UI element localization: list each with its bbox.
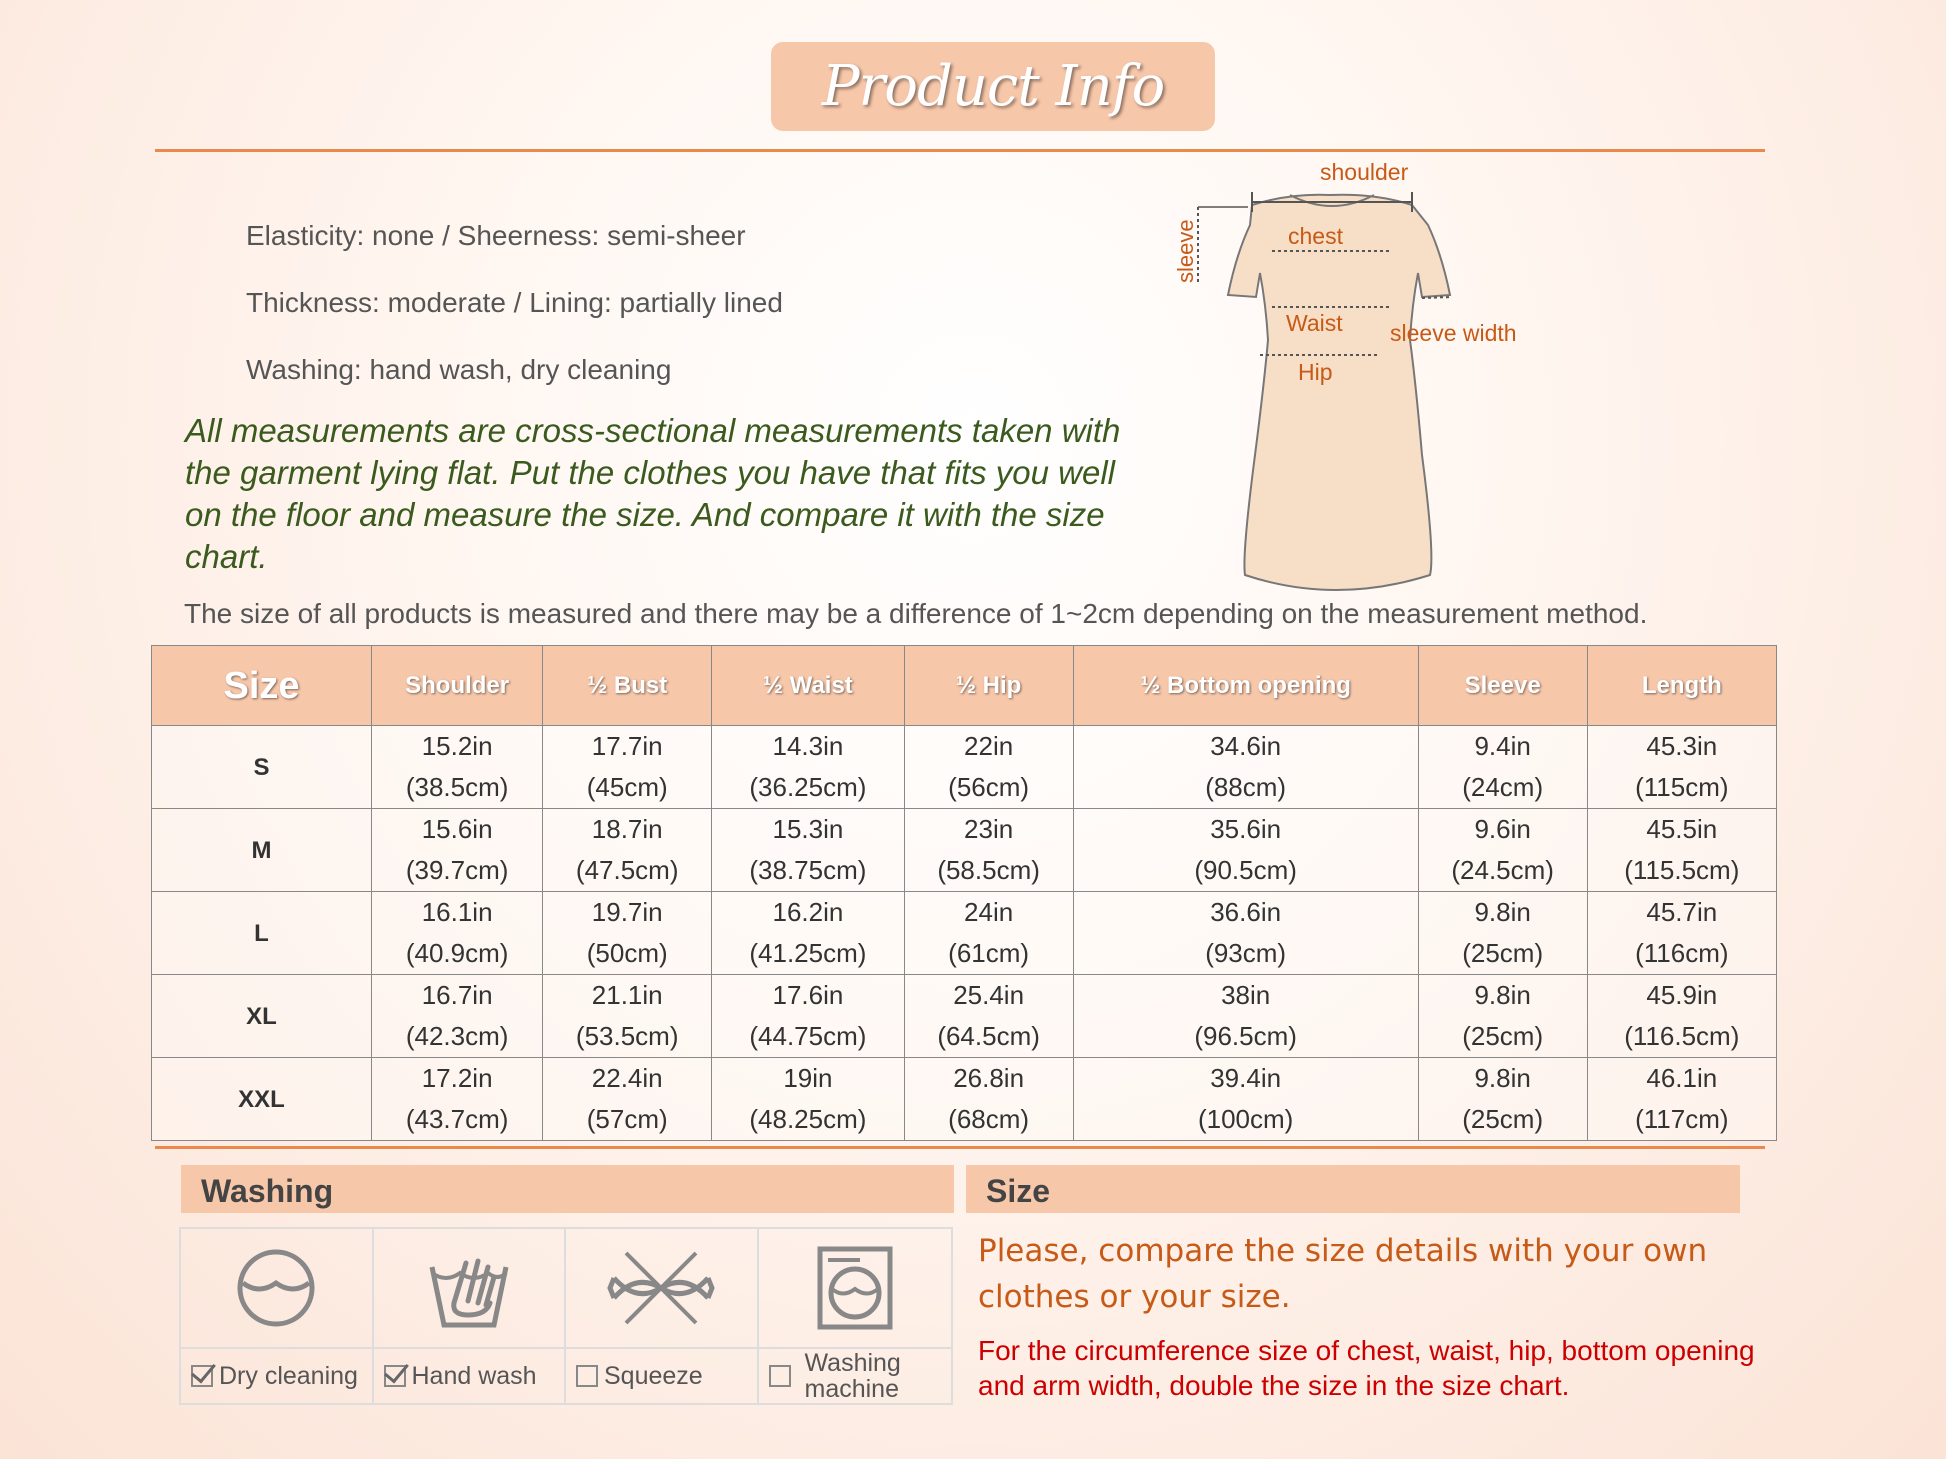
cell-inches: 45.5in <box>1646 814 1718 844</box>
cell-centimeters: (25cm) <box>1462 1104 1544 1134</box>
cell-inches: 22.4in <box>591 1063 663 1093</box>
cell-inches: 22in <box>964 731 1014 761</box>
no-wring-icon <box>606 1243 716 1333</box>
table-cell <box>543 809 712 892</box>
table-cell <box>543 975 712 1058</box>
table-row <box>152 726 1777 809</box>
header-length: Length <box>1587 646 1776 726</box>
size-compare-text: Please, compare the size details with your own clothes or your size. <box>978 1233 1708 1315</box>
cell-centimeters: (40.9cm) <box>405 938 509 968</box>
washing-machine-checkbox[interactable] <box>769 1365 791 1387</box>
table-cell <box>372 809 543 892</box>
cell-inches: 25.4in <box>953 980 1025 1010</box>
cell-inches: 35.6in <box>1210 814 1282 844</box>
cell-inches: 15.2in <box>421 731 493 761</box>
hand-wash-icon <box>424 1243 514 1333</box>
table-cell <box>712 892 905 975</box>
table-row <box>152 809 1777 892</box>
table-cell <box>1587 809 1776 892</box>
washing-item-washing-machine <box>759 1229 952 1403</box>
cell-centimeters: (47.5cm) <box>575 855 679 885</box>
cell-centimeters: (68cm) <box>948 1104 1030 1134</box>
table-cell <box>372 1058 543 1141</box>
table-cell <box>712 1058 905 1141</box>
cell-inches: 17.7in <box>591 731 663 761</box>
bottom-divider <box>155 1146 1765 1149</box>
diagram-label-waist: Waist <box>1286 310 1343 336</box>
measurement-note: All measurements are cross-sectional measurements taken with the garment lying flat. Put the clothes you have that fits you well on the floor and measure the size. And compare it with the size chart. <box>185 412 1121 575</box>
cell-centimeters: (88cm) <box>1205 772 1287 802</box>
dry-cleaning-icon <box>231 1243 321 1333</box>
cell-inches: 34.6in <box>1210 731 1282 761</box>
table-row <box>152 892 1777 975</box>
table-cell <box>904 892 1073 975</box>
table-cell <box>372 892 543 975</box>
diagram-label-shoulder: shoulder <box>1320 159 1409 185</box>
cell-inches: 19in <box>783 1063 833 1093</box>
cell-inches: 45.7in <box>1646 897 1718 927</box>
cell-centimeters: (42.3cm) <box>405 1021 509 1051</box>
diagram-label-sleeve: sleeve <box>1173 219 1198 283</box>
cell-centimeters: (64.5cm) <box>937 1021 1040 1051</box>
table-cell <box>543 1058 712 1141</box>
cell-inches: 45.9in <box>1646 980 1718 1010</box>
cell-centimeters: (116.5cm) <box>1624 1021 1740 1051</box>
title-banner <box>771 42 1215 131</box>
cell-centimeters: (53.5cm) <box>575 1021 679 1051</box>
cell-centimeters: (41.25cm) <box>749 938 867 968</box>
cell-inches: 36.6in <box>1210 897 1282 927</box>
header-sleeve: Sleeve <box>1418 646 1587 726</box>
header-hip: ½ Hip <box>904 646 1073 726</box>
header-bottom-opening: ½ Bottom opening <box>1073 646 1418 726</box>
table-cell <box>543 892 712 975</box>
cell-centimeters: (38.75cm) <box>749 855 867 885</box>
cell-inches: 15.3in <box>772 814 844 844</box>
table-cell <box>712 726 905 809</box>
table-cell <box>1418 726 1587 809</box>
cell-centimeters: (44.75cm) <box>749 1021 867 1051</box>
table-row <box>152 975 1777 1058</box>
cell-inches: 9.8in <box>1474 897 1531 927</box>
cell-inches: 24in <box>964 897 1014 927</box>
cell-inches: 9.6in <box>1474 814 1531 844</box>
squeeze-checkbox[interactable] <box>576 1365 598 1387</box>
table-cell <box>1073 1058 1418 1141</box>
diagram-label-chest: chest <box>1288 223 1343 249</box>
washing-heading: Washing <box>181 1165 954 1213</box>
header-size: Size <box>152 646 372 726</box>
hand-wash-checkbox[interactable] <box>384 1365 406 1387</box>
cell-inches: 16.1in <box>421 897 493 927</box>
cell-centimeters: (61cm) <box>948 938 1030 968</box>
row-size-label: XXL <box>152 1058 372 1141</box>
cell-centimeters: (56cm) <box>948 772 1030 802</box>
cell-inches: 38in <box>1221 980 1271 1010</box>
cell-inches: 9.8in <box>1474 1063 1531 1093</box>
cell-centimeters: (100cm) <box>1197 1104 1294 1134</box>
washing-grid <box>179 1227 953 1405</box>
header-shoulder: Shoulder <box>372 646 543 726</box>
cell-centimeters: (39.7cm) <box>405 855 509 885</box>
cell-inches: 19.7in <box>591 897 663 927</box>
header-bust: ½ Bust <box>543 646 712 726</box>
cell-centimeters: (24cm) <box>1462 772 1544 802</box>
table-cell <box>1073 809 1418 892</box>
table-cell <box>904 726 1073 809</box>
cell-centimeters: (25cm) <box>1462 1021 1544 1051</box>
cell-centimeters: (115.5cm) <box>1624 855 1740 885</box>
table-cell <box>1418 975 1587 1058</box>
header-waist: ½ Waist <box>712 646 905 726</box>
hand-wash-label: Hand wash <box>411 1361 537 1390</box>
cell-centimeters: (50cm) <box>586 938 668 968</box>
cell-centimeters: (116cm) <box>1635 938 1729 968</box>
size-table <box>151 645 1777 1141</box>
dry-cleaning-checkbox[interactable] <box>191 1365 213 1387</box>
cell-centimeters: (57cm) <box>586 1104 668 1134</box>
cell-centimeters: (48.25cm) <box>749 1104 867 1134</box>
cell-centimeters: (24.5cm) <box>1451 855 1554 885</box>
table-row <box>152 1058 1777 1141</box>
row-size-label: XL <box>152 975 372 1058</box>
washing-machine-icon <box>810 1243 900 1333</box>
cell-inches: 23in <box>964 814 1014 844</box>
table-cell <box>1587 726 1776 809</box>
property-thickness: Thickness: moderate / Lining: partially lined <box>246 287 783 318</box>
property-washing: Washing: hand wash, dry cleaning <box>246 354 672 385</box>
table-cell <box>1418 809 1587 892</box>
table-cell <box>904 975 1073 1058</box>
size-heading: Size <box>966 1165 1740 1213</box>
cell-centimeters: (93cm) <box>1205 938 1287 968</box>
top-divider <box>155 149 1765 152</box>
table-cell <box>1587 1058 1776 1141</box>
cell-inches: 15.6in <box>421 814 493 844</box>
cell-inches: 21.1in <box>591 980 663 1010</box>
table-cell <box>1418 892 1587 975</box>
cell-centimeters: (45cm) <box>586 772 668 802</box>
row-size-label: M <box>152 809 372 892</box>
table-cell <box>1587 975 1776 1058</box>
cell-inches: 26.8in <box>953 1063 1025 1093</box>
property-elasticity: Elasticity: none / Sheerness: semi-sheer <box>246 220 746 251</box>
table-cell <box>712 975 905 1058</box>
cell-centimeters: (38.5cm) <box>405 772 509 802</box>
washing-item-dry-cleaning <box>181 1229 374 1403</box>
table-cell <box>1073 892 1418 975</box>
circumference-text: For the circumference size of chest, waist, hip, bottom opening and arm width, double the size in the size chart. <box>978 1335 1755 1401</box>
cell-centimeters: (25cm) <box>1462 938 1544 968</box>
cell-inches: 16.2in <box>772 897 844 927</box>
cell-inches: 46.1in <box>1646 1063 1718 1093</box>
cell-centimeters: (117cm) <box>1635 1104 1729 1134</box>
cell-inches: 45.3in <box>1646 731 1718 761</box>
washing-machine-label: Washing machine <box>804 1349 901 1403</box>
cell-centimeters: (43.7cm) <box>405 1104 509 1134</box>
cell-inches: 17.2in <box>421 1063 493 1093</box>
table-cell <box>1418 1058 1587 1141</box>
cell-inches: 18.7in <box>591 814 663 844</box>
table-cell <box>543 726 712 809</box>
table-cell <box>372 726 543 809</box>
table-cell <box>712 809 905 892</box>
table-cell <box>1073 975 1418 1058</box>
cell-centimeters: (58.5cm) <box>937 855 1040 885</box>
table-cell <box>904 809 1073 892</box>
cell-inches: 17.6in <box>772 980 844 1010</box>
diagram-label-hip: Hip <box>1298 359 1333 385</box>
diagram-label-sleeve-width: sleeve width <box>1390 320 1517 346</box>
washing-item-hand-wash <box>374 1229 567 1403</box>
table-cell <box>904 1058 1073 1141</box>
table-cell <box>372 975 543 1058</box>
washing-item-squeeze <box>566 1229 759 1403</box>
dry-cleaning-label: Dry cleaning <box>219 1361 358 1390</box>
cell-centimeters: (96.5cm) <box>1194 1021 1297 1051</box>
cell-centimeters: (90.5cm) <box>1194 855 1297 885</box>
cell-inches: 14.3in <box>772 731 844 761</box>
table-cell <box>1587 892 1776 975</box>
squeeze-label: Squeeze <box>604 1361 703 1390</box>
difference-note: The size of all products is measured and there may be a difference of 1~2cm depending on the measurement method. <box>184 598 1648 629</box>
cell-centimeters: (36.25cm) <box>749 772 867 802</box>
row-size-label: L <box>152 892 372 975</box>
table-header-row <box>152 646 1777 726</box>
cell-inches: 16.7in <box>421 980 493 1010</box>
table-cell <box>1073 726 1418 809</box>
row-size-label: S <box>152 726 372 809</box>
dress-diagram <box>1160 155 1560 595</box>
cell-inches: 9.8in <box>1474 980 1531 1010</box>
page-title: Product Info <box>821 54 1165 119</box>
cell-inches: 9.4in <box>1474 731 1531 761</box>
dress-outline <box>1228 195 1450 590</box>
cell-centimeters: (115cm) <box>1635 772 1729 802</box>
cell-inches: 39.4in <box>1210 1063 1282 1093</box>
